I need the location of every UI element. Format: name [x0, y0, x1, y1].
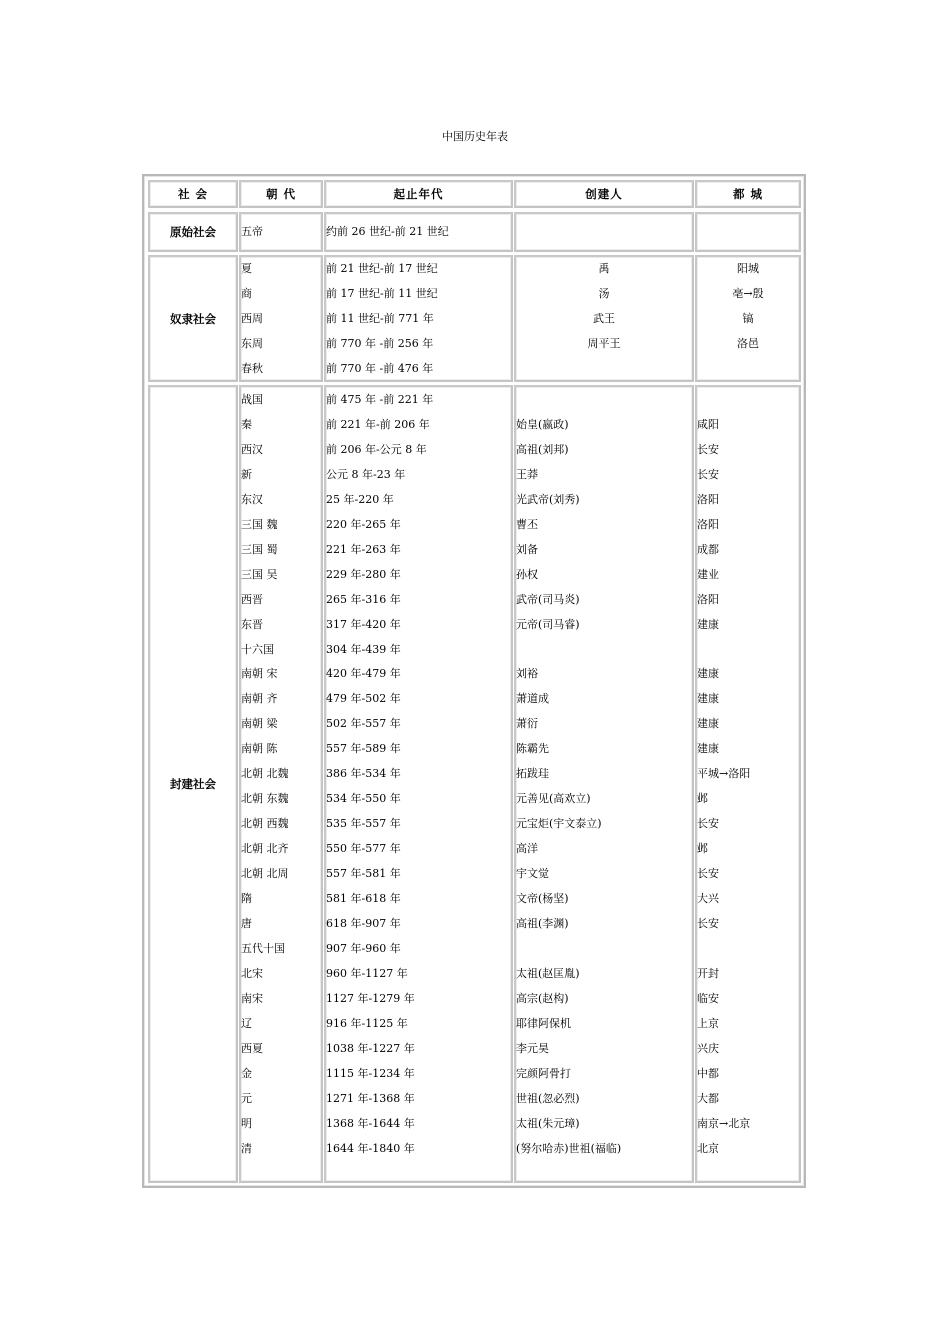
row-dynasty: 五代十国	[241, 942, 285, 955]
row-dynasty: 北朝 东魏	[241, 792, 289, 805]
row-founder: 太祖(赵匡胤)	[516, 967, 580, 980]
row-years: 618 年-907 年	[326, 917, 401, 930]
row-founder: 陈霸先	[516, 742, 549, 755]
row-capital: 建康	[697, 618, 719, 631]
page-title: 中国历史年表	[442, 130, 508, 143]
row-dynasty: 唐	[241, 917, 252, 930]
row-capital: 咸阳	[697, 418, 719, 431]
row-founder: (努尔哈赤)世祖(福临)	[516, 1142, 622, 1155]
row-years: 581 年-618 年	[326, 892, 401, 905]
row-founder: 元善见(高欢立)	[516, 792, 591, 805]
row-dynasty: 战国	[241, 393, 263, 406]
row-dynasty: 西周	[241, 312, 263, 325]
row-dynasty: 辽	[241, 1017, 252, 1030]
row-founder: 刘备	[516, 543, 538, 556]
row-founder: 元帝(司马睿)	[516, 618, 580, 631]
row-years: 前 11 世纪-前 771 年	[326, 312, 434, 325]
row-years: 1127 年-1279 年	[326, 992, 415, 1005]
row-founder: 周平王	[587, 337, 621, 350]
row-dynasty: 南朝 齐	[241, 692, 278, 705]
row-years: 220 年-265 年	[326, 518, 401, 531]
row-years: 317 年-420 年	[326, 618, 401, 631]
row-years: 前 221 年-前 206 年	[326, 418, 430, 431]
header-dynasty: 朝 代	[239, 180, 323, 208]
row-dynasty: 清	[241, 1142, 252, 1155]
row-founder: 武帝(司马炎)	[516, 593, 580, 606]
row-founder: 萧衍	[516, 717, 538, 730]
row-capital: 兴庆	[697, 1042, 719, 1055]
row-dynasty: 隋	[241, 892, 252, 905]
row-years: 221 年-263 年	[326, 543, 401, 556]
society-feudal: 封建社会	[148, 385, 238, 1183]
row-capital: 阳城	[737, 262, 759, 275]
row-years: 502 年-557 年	[326, 717, 401, 730]
row-dynasty: 金	[241, 1067, 252, 1080]
row-years: 557 年-581 年	[326, 867, 401, 880]
row-founder: 耶律阿保机	[516, 1017, 571, 1030]
row-capital: 洛阳	[697, 593, 719, 606]
row-founder: 宇文觉	[516, 867, 549, 880]
row-years: 1115 年-1234 年	[326, 1067, 415, 1080]
row-dynasty: 东汉	[241, 493, 263, 506]
row-founder: 始皇(嬴政)	[516, 418, 569, 431]
row-dynasty: 元	[241, 1092, 252, 1105]
row-years: 229 年-280 年	[326, 568, 401, 581]
row-years: 前 770 年 -前 476 年	[326, 362, 434, 375]
row-founder: 曹丕	[516, 518, 538, 531]
row-capital: 大都	[697, 1092, 719, 1105]
row-dynasty: 南朝 陈	[241, 742, 278, 755]
row-dynasty: 南宋	[241, 992, 263, 1005]
row-capital: 洛阳	[697, 518, 719, 531]
row-founder: 完颜阿骨打	[516, 1067, 571, 1080]
header-capital: 都 城	[695, 180, 801, 208]
row-years: 479 年-502 年	[326, 692, 401, 705]
row-capital: 亳→殷	[732, 287, 764, 300]
row-dynasty: 夏	[241, 262, 252, 275]
row-founder: 孙权	[516, 568, 538, 581]
row-capital: 镐	[742, 312, 754, 325]
row-capital: 建业	[697, 568, 719, 581]
row-dynasty: 北朝 北齐	[241, 842, 289, 855]
row-dynasty: 东周	[241, 337, 263, 350]
row-years: 534 年-550 年	[326, 792, 401, 805]
row-years: 960 年-1127 年	[326, 967, 408, 980]
row-years: 前 770 年 -前 256 年	[326, 337, 434, 350]
row-capital: 长安	[697, 468, 719, 481]
row-dynasty: 北宋	[241, 967, 263, 980]
row-years: 25 年-220 年	[326, 493, 394, 506]
row-founder: 光武帝(刘秀)	[516, 493, 580, 506]
row-years: 304 年-439 年	[326, 643, 401, 656]
header-society: 社 会	[148, 180, 238, 208]
row-founder: 高祖(李渊)	[516, 917, 569, 930]
row-capital: 大兴	[697, 892, 719, 905]
row-years: 前 21 世纪-前 17 世纪	[326, 262, 438, 275]
row-founder: 武王	[593, 312, 615, 325]
header-founder: 创建人	[514, 180, 694, 208]
row-capital: 北京	[697, 1142, 719, 1155]
row-capital: 长安	[697, 917, 719, 930]
row-years: 550 年-577 年	[326, 842, 401, 855]
row-dynasty: 三国 蜀	[241, 543, 278, 556]
row-dynasty: 东晋	[241, 618, 263, 631]
row-capital: 邺	[697, 792, 708, 805]
row-capital: 平城→洛阳	[697, 767, 751, 780]
row-capital: 上京	[697, 1017, 719, 1030]
row-capital: 洛阳	[697, 493, 719, 506]
row-dynasty: 西晋	[241, 593, 263, 606]
row-capital: 建康	[697, 742, 719, 755]
row-years: 约前 26 世纪-前 21 世纪	[326, 225, 449, 238]
row-founder: 高祖(刘邦)	[516, 443, 569, 456]
society-slave: 奴隶社会	[148, 255, 238, 382]
row-years: 420 年-479 年	[326, 667, 401, 680]
row-dynasty: 十六国	[241, 643, 274, 656]
row-capital: 洛邑	[737, 337, 759, 350]
row-years: 前 17 世纪-前 11 世纪	[326, 287, 438, 300]
society-primitive: 原始社会	[148, 212, 238, 252]
row-years: 1038 年-1227 年	[326, 1042, 415, 1055]
row-years: 前 206 年-公元 8 年	[326, 443, 427, 456]
row-founder: 汤	[598, 287, 610, 300]
row-dynasty: 秦	[241, 418, 252, 431]
row-founder: 李元昊	[516, 1042, 549, 1055]
row-founder: 世祖(忽必烈)	[516, 1092, 580, 1105]
row-dynasty: 新	[241, 468, 252, 481]
row-years: 1271 年-1368 年	[326, 1092, 415, 1105]
primitive-founder-cell	[514, 212, 694, 252]
row-founder: 高洋	[516, 842, 538, 855]
row-dynasty: 三国 魏	[241, 518, 278, 531]
row-capital: 建康	[697, 717, 719, 730]
row-years: 535 年-557 年	[326, 817, 401, 830]
row-dynasty: 三国 吴	[241, 568, 278, 581]
row-dynasty: 西汉	[241, 443, 263, 456]
row-years: 907 年-960 年	[326, 942, 401, 955]
row-years: 916 年-1125 年	[326, 1017, 408, 1030]
row-dynasty: 西夏	[241, 1042, 263, 1055]
row-capital: 成都	[697, 543, 719, 556]
row-capital: 邺	[697, 842, 708, 855]
row-capital: 长安	[697, 443, 719, 456]
row-dynasty: 北朝 西魏	[241, 817, 289, 830]
row-founder: 刘裕	[516, 667, 538, 680]
row-founder: 元宝炬(宇文泰立)	[516, 817, 602, 830]
row-capital: 长安	[697, 817, 719, 830]
row-years: 前 475 年 -前 221 年	[326, 393, 434, 406]
row-founder: 禹	[598, 262, 610, 275]
row-capital: 南京→北京	[697, 1117, 751, 1130]
row-capital: 建康	[697, 667, 719, 680]
primitive-capital-cell	[695, 212, 801, 252]
row-capital: 开封	[697, 967, 719, 980]
row-founder: 文帝(杨坚)	[516, 892, 569, 905]
header-years: 起止年代	[324, 180, 513, 208]
row-founder: 高宗(赵构)	[516, 992, 569, 1005]
row-capital: 建康	[697, 692, 719, 705]
row-years: 386 年-534 年	[326, 767, 401, 780]
row-dynasty: 春秋	[241, 362, 263, 375]
row-founder: 太祖(朱元璋)	[516, 1117, 580, 1130]
row-dynasty: 北朝 北魏	[241, 767, 289, 780]
row-founder: 拓跋珪	[516, 767, 549, 780]
row-dynasty: 商	[241, 287, 252, 300]
row-years: 公元 8 年-23 年	[326, 468, 406, 481]
row-years: 557 年-589 年	[326, 742, 401, 755]
row-capital: 临安	[697, 992, 719, 1005]
row-dynasty: 南朝 梁	[241, 717, 278, 730]
row-dynasty: 北朝 北周	[241, 867, 289, 880]
row-dynasty: 南朝 宋	[241, 667, 278, 680]
row-years: 265 年-316 年	[326, 593, 401, 606]
row-dynasty: 明	[241, 1117, 252, 1130]
row-capital: 中都	[697, 1067, 719, 1080]
row-founder: 王莽	[516, 468, 538, 481]
row-years: 1368 年-1644 年	[326, 1117, 415, 1130]
row-founder: 萧道成	[516, 692, 549, 705]
row-dynasty: 五帝	[241, 225, 263, 238]
row-years: 1644 年-1840 年	[326, 1142, 415, 1155]
row-capital: 长安	[697, 867, 719, 880]
